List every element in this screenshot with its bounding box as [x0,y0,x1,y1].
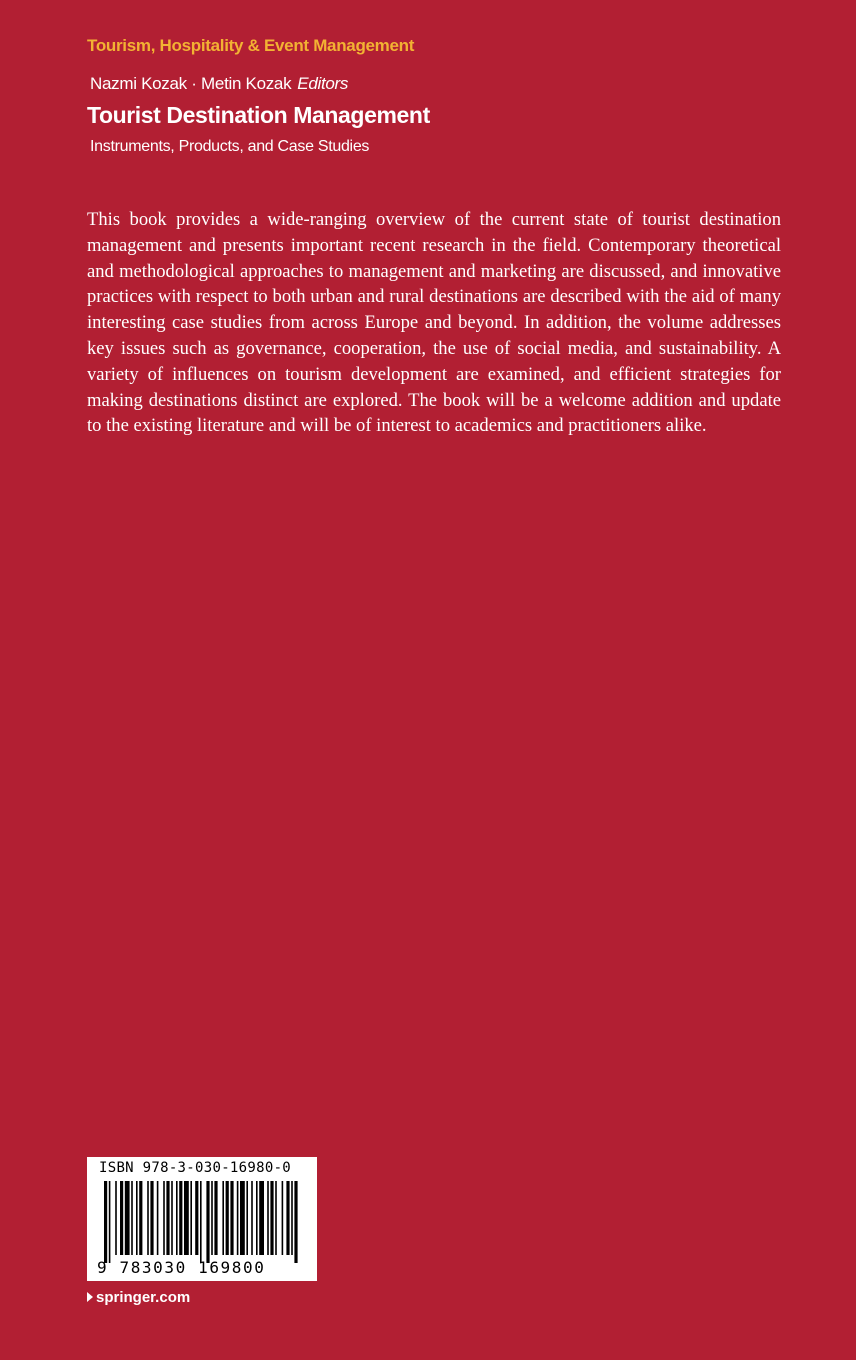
barcode-box [87,1157,317,1281]
editors-role: Editors [297,74,349,93]
isbn-label: ISBN 978-3-030-16980-0 [99,1160,292,1176]
barcode-digits: 9 783030 169800 [97,1258,266,1277]
book-description: This book provides a wide-ranging overview of the current state of tourist destination management and presents important recent research in the field. Contemporary theoretical and methodological approaches to management and marketing are discussed, and innovative practices with respect to both urban and rural destinations are described with the aid of many interesting case studies from across Europe and beyond. In addition, the volume addresses key issues such as governance, cooperation, the use of social media, and sustainability. A variety of influences on tourism development are examined, and efficient strategies for making destinations distinct are explored. The book will be a welcome addition and update to the existing literature and will be of interest to academics and practitioners alike. [87,209,781,437]
series-title: Tourism, Hospitality & Event Management [87,36,415,55]
editors-line [90,74,348,94]
editor-names: Nazmi Kozak · Metin Kozak [90,74,292,93]
publisher-link[interactable] [87,1289,190,1306]
publisher-link-label: springer.com [96,1289,191,1306]
triangle-right-icon [87,1292,93,1302]
book-subtitle: Instruments, Products, and Case Studies [90,138,370,155]
book-title: Tourist Destination Management [87,102,430,128]
